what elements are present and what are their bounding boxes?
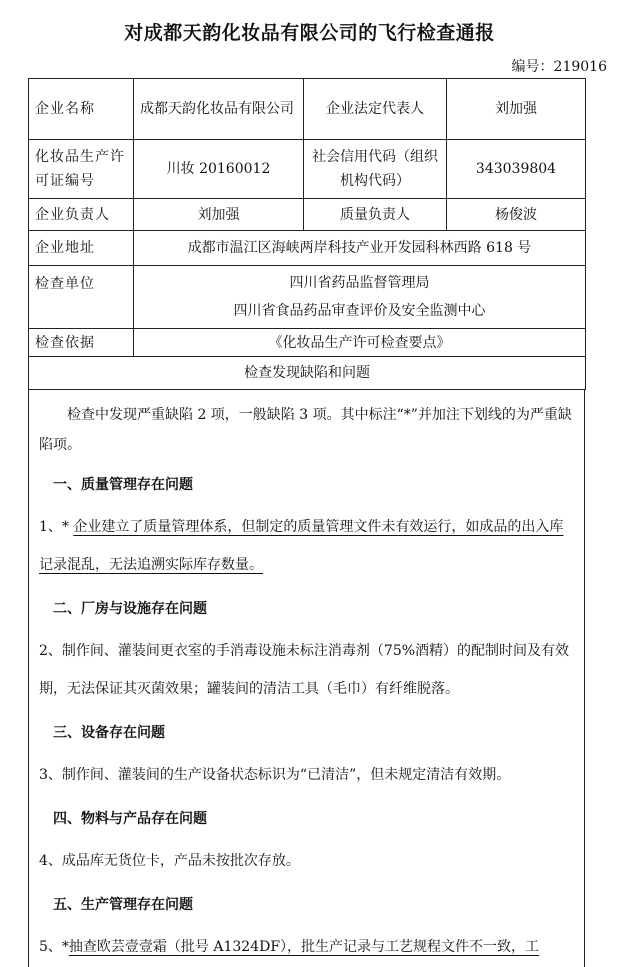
address-label: 企业地址	[29, 231, 134, 266]
table-row	[29, 357, 586, 390]
license-number: 川妆 20160012	[134, 140, 304, 199]
item-prefix: 1、*	[39, 519, 69, 535]
unit-line-2: 四川省食品药品审查评价及安全监测中心	[233, 303, 486, 319]
section-heading-equipment: 三、设备存在问题	[53, 725, 165, 741]
table-row	[29, 199, 586, 231]
quality-label: 质量负责人	[304, 199, 447, 231]
document-number: 编号：219016	[511, 59, 607, 75]
section-heading-materials: 四、物料与产品存在问题	[53, 811, 207, 827]
legal-rep: 刘加强	[447, 79, 586, 140]
defect-item-3: 3、制作间、灌装间的生产设备状态标识为“已清洁”，但未规定清洁有效期。	[39, 767, 511, 783]
defect-item-5	[39, 928, 574, 966]
table-row	[29, 329, 586, 357]
license-label: 化妆品生产许可证编号	[29, 140, 134, 199]
defects-header: 检查发现缺陷和问题	[29, 357, 586, 390]
basis: 《化妆品生产许可检查要点》	[134, 329, 586, 357]
credit-code: 343039804	[447, 140, 586, 199]
item-text: 抽查欧芸壹壹霜（批号 A1324DF），批生产记录与工艺规程文件不一致，工	[68, 939, 540, 955]
defects-content	[28, 390, 585, 967]
intro-text: 检查中发现严重缺陷 2 项，一般缺陷 3 项。其中标注“*”并加注下划线的为严重缺陷项。	[39, 407, 572, 453]
page-title: 对成都天韵化妆品有限公司的飞行检查通报	[124, 22, 495, 44]
principal: 刘加强	[134, 199, 304, 231]
table-row	[29, 140, 586, 199]
inspection-unit	[134, 266, 586, 329]
table-row	[29, 79, 586, 140]
company-name: 成都天韵化妆品有限公司	[134, 79, 304, 140]
unit-label: 检查单位	[29, 266, 134, 329]
table-row	[29, 231, 586, 266]
credit-code-label: 社会信用代码（组织机构代码）	[304, 140, 447, 199]
table-row	[29, 266, 586, 329]
quality: 杨俊波	[447, 199, 586, 231]
section-heading-facilities: 二、厂房与设施存在问题	[53, 601, 207, 617]
defect-item-4: 4、成品库无货位卡，产品未按批次存放。	[39, 853, 300, 869]
defect-item-1	[39, 508, 574, 584]
item-prefix: 5、*	[39, 939, 69, 955]
address: 成都市温江区海峡两岸科技产业开发园科林西路 618 号	[134, 231, 586, 266]
section-heading-quality: 一、质量管理存在问题	[53, 477, 193, 493]
info-table	[28, 78, 586, 390]
legal-rep-label: 企业法定代表人	[304, 79, 447, 140]
basis-label: 检查依据	[29, 329, 134, 357]
principal-label: 企业负责人	[29, 199, 134, 231]
section-heading-production: 五、生产管理存在问题	[53, 897, 193, 913]
company-name-label: 企业名称	[29, 79, 134, 140]
defect-item-2: 2、制作间、灌装间更衣室的手消毒设施未标注消毒剂（75%酒精）的配制时间及有效期，无法保证其灭菌效果；罐装间的清洁工具（毛巾）有纤维脱落。	[39, 643, 570, 697]
item-text: 企业建立了质量管理体系，但制定的质量管理文件未有效运行，如成品的出入库记录混乱，无法追溯实际库存数量。	[39, 519, 564, 573]
unit-line-1: 四川省药品监督管理局	[289, 275, 430, 291]
